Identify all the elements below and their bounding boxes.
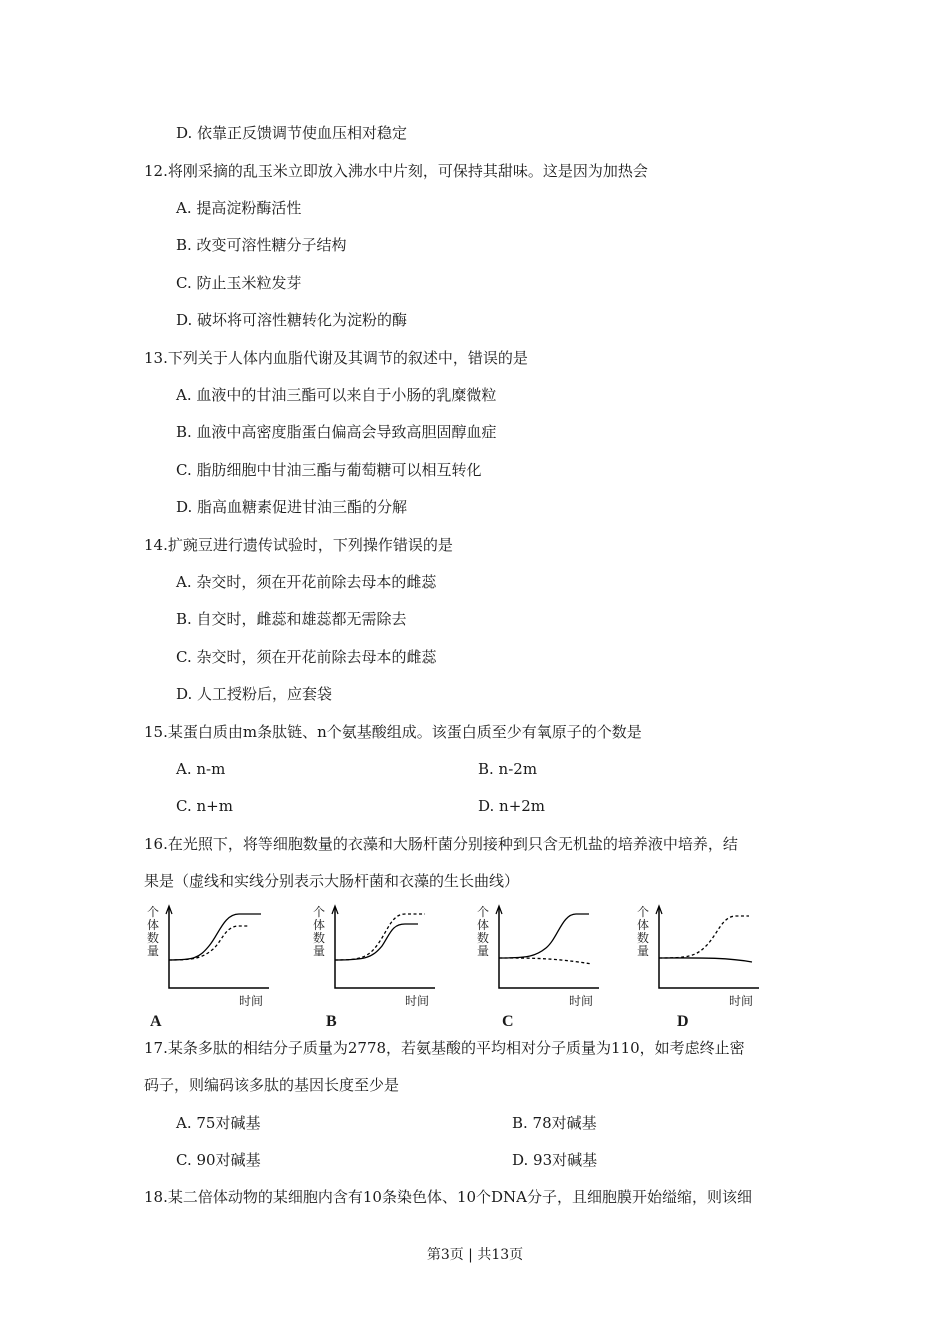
graph-a-y-label-1: 个 — [146, 905, 159, 919]
q13-stem: 13.下列关于人体内血脂代谢及其调节的叙述中，错误的是 — [144, 349, 528, 367]
page-footer: 第3页 | 共13页 — [426, 1247, 524, 1263]
growth-graph-c — [474, 898, 614, 1028]
graph-b-y-label-4: 量 — [312, 944, 325, 958]
graph-d-letter: D — [677, 1013, 689, 1030]
graph-a-dashed-curve — [169, 926, 248, 960]
q11-option-d: D. 依靠正反馈调节使血压相对稳定 — [176, 124, 408, 142]
q15-option-a: A. n-m — [176, 760, 226, 778]
q13-option-b: B. 血液中高密度脂蛋白偏高会导致高胆固醇血症 — [176, 423, 497, 441]
q17-option-c: C. 90对碱基 — [176, 1151, 261, 1169]
q12-option-b: B. 改变可溶性糖分子结构 — [176, 236, 347, 254]
q17-stem-line2: 码子，则编码该多肽的基因长度至少是 — [144, 1076, 400, 1094]
q16-stem-line2: 果是（虚线和实线分别表示大肠杆菌和衣藻的生长曲线） — [144, 872, 520, 890]
q12-option-d: D. 破坏将可溶性糖转化为淀粉的酶 — [176, 311, 408, 329]
q14-option-d: D. 人工授粉后，应套袋 — [176, 685, 333, 703]
growth-graph-a — [144, 898, 284, 1028]
q12-stem: 12.将刚采摘的乱玉米立即放入沸水中片刻，可保持其甜味。这是因为加热会 — [144, 162, 648, 180]
q16-stem-line1: 16.在光照下，将等细胞数量的衣藻和大肠杆菌分别接种到只含无机盐的培养液中培养，结 — [144, 835, 738, 853]
graph-c-x-label: 时间 — [569, 994, 594, 1008]
q17-option-a: A. 75对碱基 — [176, 1114, 261, 1132]
graph-c-dashed-curve — [499, 958, 592, 964]
graph-b-y-label-3: 数 — [312, 931, 325, 945]
q14-option-c: C. 杂交时，须在开花前除去母本的雌蕊 — [176, 648, 437, 666]
graph-b-letter: B — [326, 1013, 337, 1030]
q15-option-d: D. n+2m — [478, 797, 546, 815]
graph-a-y-label-4: 量 — [146, 944, 159, 958]
graph-c-y-label-3: 数 — [476, 931, 489, 945]
growth-graph-b — [310, 898, 450, 1028]
graph-b-dashed-curve — [335, 914, 425, 960]
graph-a-y-label-2: 体 — [146, 918, 159, 932]
graph-d-dashed-curve — [659, 916, 749, 958]
graph-a-axes — [169, 908, 269, 988]
graph-c-y-label-2: 体 — [476, 918, 489, 932]
q18-stem: 18.某二倍体动物的某细胞内含有10条染色体、10个DNA分子，且细胞膜开始缢缩，则该细 — [144, 1188, 753, 1206]
graph-b-y-label-1: 个 — [312, 905, 325, 919]
q13-option-d: D. 脂高血糖素促进甘油三酯的分解 — [176, 498, 408, 516]
graph-c-solid-curve — [499, 914, 589, 958]
graph-d-y-label-1: 个 — [636, 905, 649, 919]
q12-option-c: C. 防止玉米粒发芽 — [176, 274, 302, 292]
q15-stem: 15.某蛋白质由m条肽链、n个氨基酸组成。该蛋白质至少有氧原子的个数是 — [144, 723, 642, 741]
q14-stem: 14.扩豌豆进行遗传试验时，下列操作错误的是 — [144, 536, 453, 554]
q12-option-a: A. 提高淀粉酶活性 — [176, 199, 302, 217]
q14-option-a: A. 杂交时，须在开花前除去母本的雌蕊 — [176, 573, 437, 591]
graph-c-y-label-4: 量 — [476, 944, 489, 958]
q17-option-b: B. 78对碱基 — [512, 1114, 597, 1132]
graph-c-y-label-1: 个 — [476, 905, 489, 919]
graph-c-axes — [499, 908, 599, 988]
graph-d-solid-curve — [659, 958, 752, 962]
graph-b-solid-curve — [335, 924, 418, 960]
graph-a-letter: A — [150, 1013, 162, 1030]
graph-b-axes — [335, 908, 435, 988]
q13-option-c: C. 脂肪细胞中甘油三酯与葡萄糖可以相互转化 — [176, 461, 482, 479]
q14-option-b: B. 自交时，雌蕊和雄蕊都无需除去 — [176, 610, 407, 628]
graph-d-y-label-3: 数 — [636, 931, 649, 945]
graph-d-y-label-4: 量 — [636, 944, 649, 958]
q13-option-a: A. 血液中的甘油三酯可以来自于小肠的乳糜微粒 — [176, 386, 497, 404]
q15-option-b: B. n-2m — [478, 760, 538, 778]
graph-a-solid-curve — [169, 914, 261, 960]
graph-a-x-label: 时间 — [239, 994, 264, 1008]
growth-graph-d — [634, 898, 774, 1028]
q15-option-c: C. n+m — [176, 797, 233, 815]
graph-c-letter: C — [502, 1013, 514, 1030]
graph-a-y-label-3: 数 — [146, 931, 159, 945]
q17-stem-line1: 17.某条多肽的相结分子质量为2778，若氨基酸的平均相对分子质量为110，如考虑终止密 — [144, 1039, 745, 1057]
graph-b-x-label: 时间 — [405, 994, 430, 1008]
graph-d-y-label-2: 体 — [636, 918, 649, 932]
q17-option-d: D. 93对碱基 — [512, 1151, 598, 1169]
graph-d-axes — [659, 908, 759, 988]
graph-d-x-label: 时间 — [729, 994, 754, 1008]
graph-b-y-label-2: 体 — [312, 918, 325, 932]
